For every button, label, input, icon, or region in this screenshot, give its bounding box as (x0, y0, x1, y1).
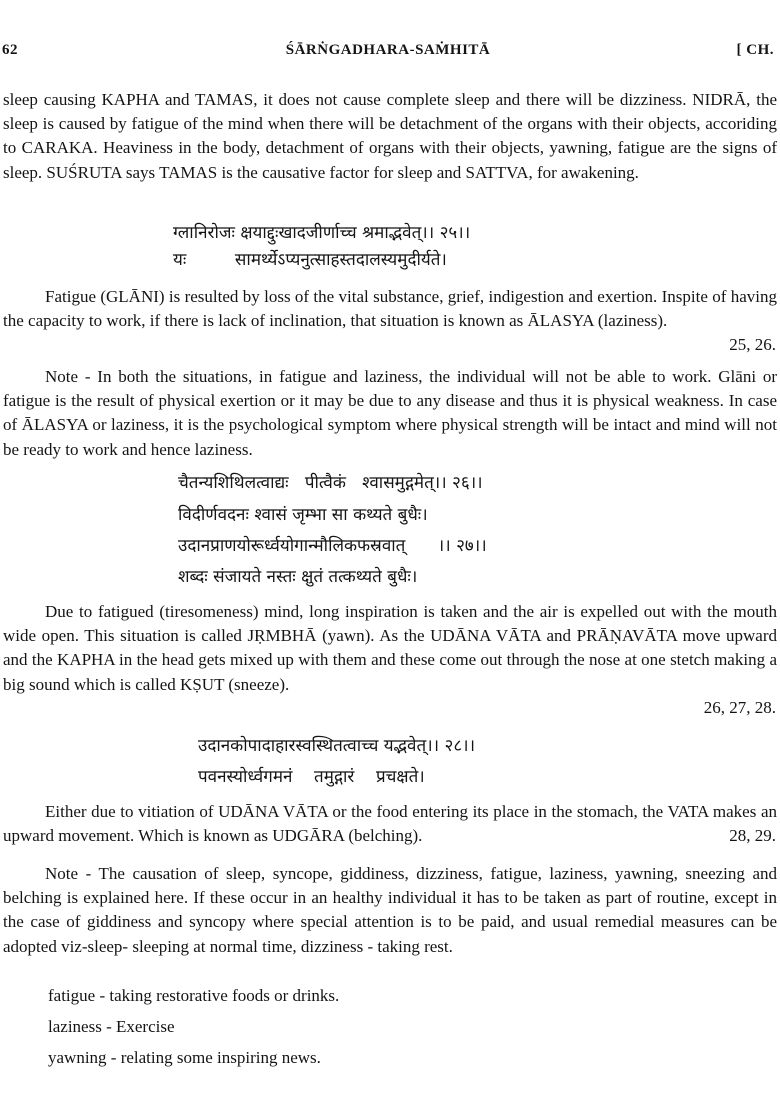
paragraph-yawn-sneeze: Due to fatigued (tiresomeness) mind, long inspiration is taken and the air is expelled out with the mouth wide open. This situation is called JṚMBHĀ (yawn). As the UDĀNA VĀTA and PRĀṆAVĀTA move upward and the KAPHA in the head gets mixed up with them and these come out through the nose at one stetch making a big sound which is called KṢUT (sneeze). (3, 602, 777, 694)
paragraph-sleep: sleep causing KAPHA and TAMAS, it does not cause complete sleep and there will be dizziness. NIDRĀ, the sleep is caused by fatigue of the mind when there will be detachment of the organs with their objects, accoriding to CARAKA. Heaviness in the body, detachment of organs with their objects, yawning, fatigue are the signs of sleep. SUŚRUTA says TAMAS is the causative factor for sleep and SATTVA, for awakening. (3, 90, 777, 182)
running-header (2, 42, 774, 66)
verse-28-line1: उदानकोपादाहारस्वस्थितत्वाच्च यद्भवेत्।। २८।। (198, 736, 476, 756)
paragraph-note-causation: Note - The causation of sleep, syncope, giddiness, dizziness, fatigue, laziness, yawning, sneezing and belching is explained here. If these occur in an healthy individual it has to be taken as part of routine, except in the case of giddiness and syncopy where special attention is to be paid, and usual remedial measures can be adopted viz-sleep- sleeping at normal time, dizziness - taking rest. (3, 864, 777, 956)
verse-26-line2: विदीर्णवदनः श्वासं जृम्भा सा कथ्यते बुधैः। (178, 505, 428, 525)
page-number: 62 (2, 42, 18, 58)
paragraph-note-laziness: Note - In both the situations, in fatigue and laziness, the individual will not be able to work. Glāni or fatigue is the result of physical exertion or it may be due to any disease and thus it is physical weakness. In case of ĀLASYA or laziness, it is the psychological symptom where physical strength will be intact and mind will not be ready to work and hence laziness. (3, 367, 777, 459)
verse-27-line2: शब्दः संजायते नस्तः क्षुतं तत्कथ्यते बुधैः। (178, 567, 418, 587)
verse-25-line2: यः सामर्थ्येऽप्यनुत्साहस्तदालस्यमुदीर्यते। (173, 250, 447, 270)
remedy-item: laziness - Exercise (48, 1017, 175, 1036)
remedy-item: yawning - relating some inspiring news. (48, 1048, 321, 1067)
verse-26-line1: चैतन्यशिथिलत्वाद्यः पीत्वैकं श्वासमुद्गमेत्।। २६।। (178, 473, 483, 493)
verse-reference-26-27-28: 26, 27, 28. (703, 698, 776, 717)
remedy-item: fatigue - taking restorative foods or drinks. (48, 986, 340, 1005)
verse-25-line1: ग्लानिरोजः क्षयाद्दुःखादजीर्णाच्च श्रमाद्भवेत्।। २५।। (173, 223, 471, 243)
paragraph-fatigue: Fatigue (GLĀNI) is resulted by loss of the vital substance, grief, indigestion and exertion. Inspite of having the capacity to work, if there is lack of inclination, that situation is known as ĀLASYA (laziness). (3, 287, 777, 331)
verse-reference-28-29: 28, 29. (729, 826, 776, 845)
book-title: ŚĀRṄGADHARA-SAṀHITĀ (285, 42, 491, 58)
paragraph-belching: Either due to vitiation of UDĀNA VĀTA or the food entering its place in the stomach, the VATA makes an upward movement. Which is known as UDGĀRA (belching). (3, 802, 777, 846)
verse-27-line1: उदानप्राणयोरूर्ध्वयोगान्मौलिकफस्रवात् ।। २७।। (178, 536, 487, 556)
verse-28-line2: पवनस्योर्ध्वगमनं तमुद्गारं प्रचक्षते। (198, 767, 425, 787)
verse-reference-25-26: 25, 26. (729, 335, 776, 354)
chapter-marker: [ CH. (736, 42, 774, 58)
